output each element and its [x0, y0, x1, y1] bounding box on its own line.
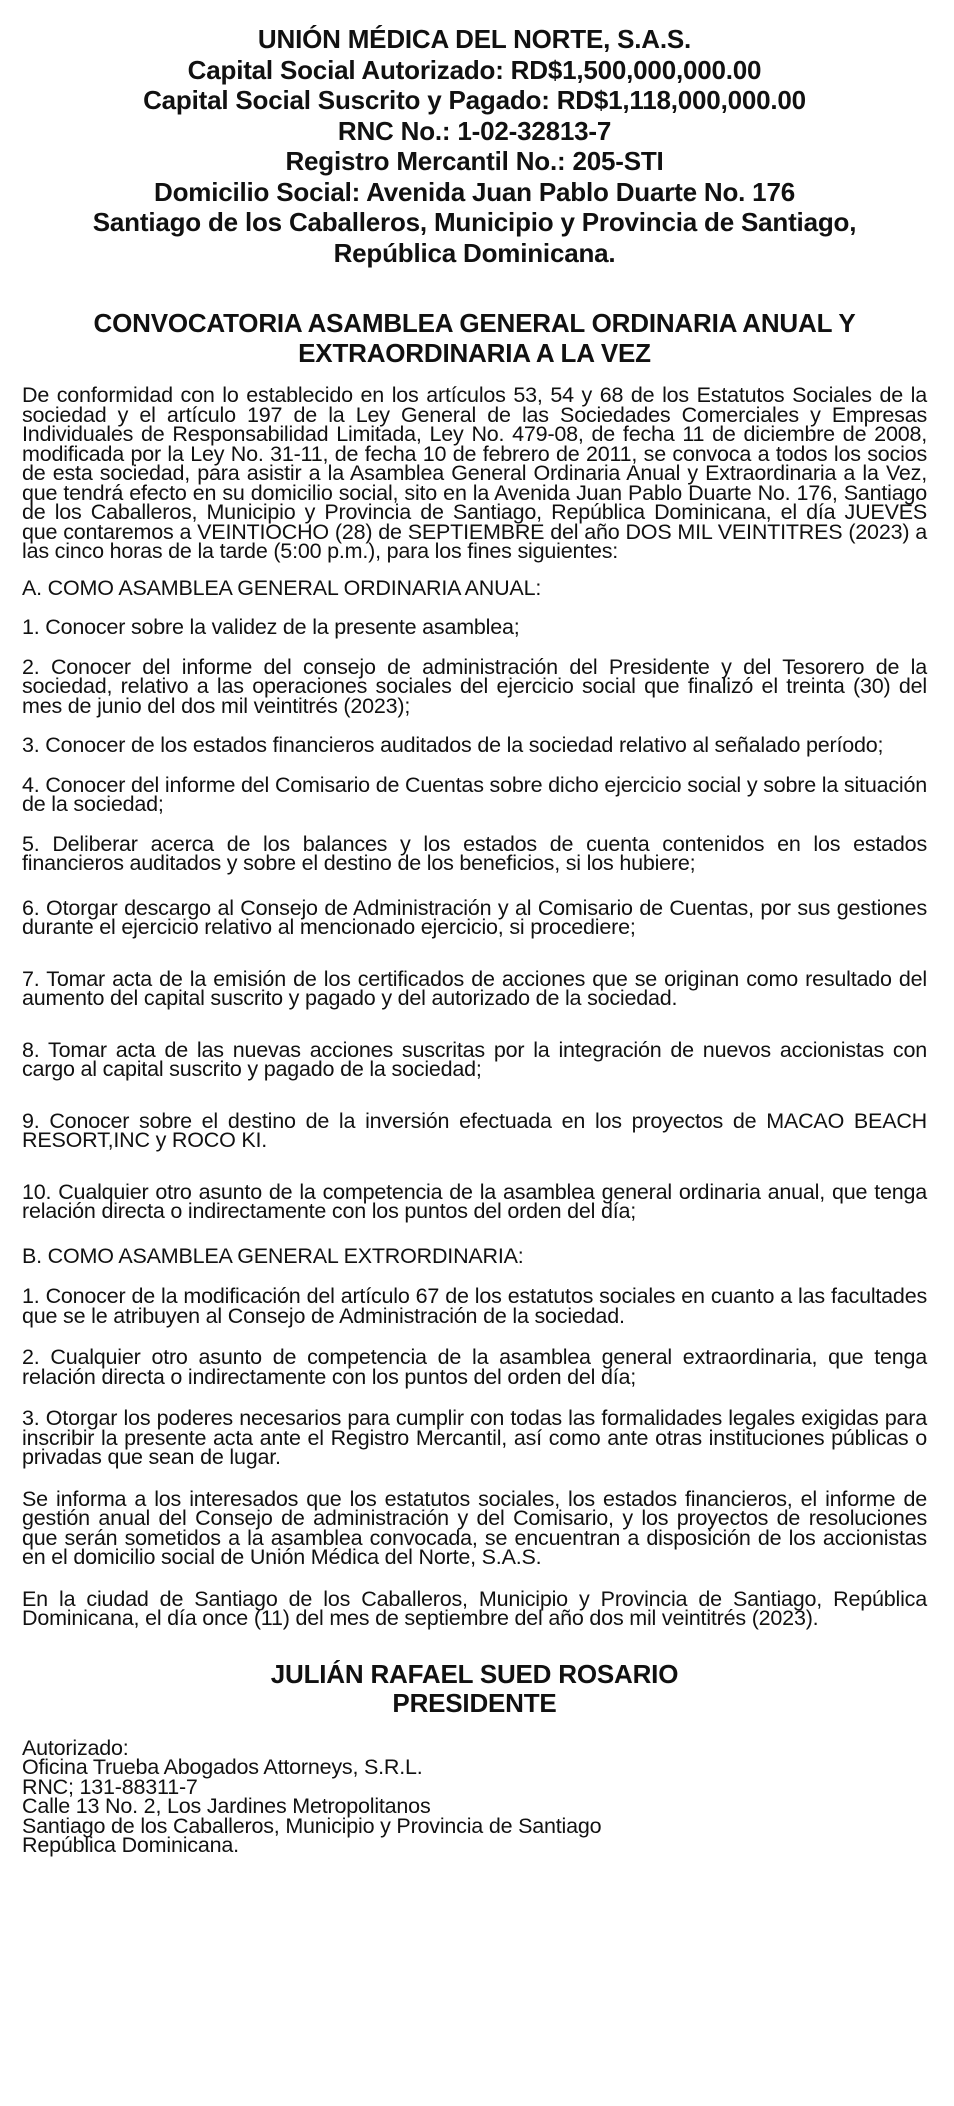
signature-block — [22, 1660, 927, 1718]
section-a-item: 7. Tomar acta de la emisión de los certificados de acciones que se originan como resultado del aumento del capital suscrito y pagado y del autorizado de la sociedad. — [22, 966, 927, 1010]
section-a-item: 8. Tomar acta de las nuevas acciones suscritas por la integración de nuevos accionistas con cargo al capital suscrito y pagado de la sociedad; — [22, 1037, 927, 1081]
section-a-item: 10. Cualquier otro asunto de la competencia de la asamblea general ordinaria anual, que tenga relación directa o indirectamente con los puntos del orden del día; — [22, 1179, 927, 1223]
authorized-firm: Oficina Trueba Abogados Attorneys, S.R.L. — [22, 1755, 423, 1779]
closing-paragraph: En la ciudad de Santiago de los Caballeros, Municipio y Provincia de Santiago, República Dominicana, el día once (11) del mes de septiembre del año dos mil veintitrés (2023). — [22, 1586, 927, 1630]
section-a-item: 3. Conocer de los estados financieros auditados de la sociedad relativo al señalado período; — [22, 733, 884, 757]
authorized-country: República Dominicana. — [22, 1833, 239, 1857]
section-a-item: 4. Conocer del informe del Comisario de Cuentas sobre dicho ejercicio social y sobre la situación de la sociedad; — [22, 772, 927, 816]
section-a-item: 6. Otorgar descargo al Consejo de Administración y al Comisario de Cuentas, por sus gestiones durante el ejercicio relativo al mencionado ejercicio, si procediere; — [22, 895, 927, 939]
section-b-heading: B. COMO ASAMBLEA GENERAL EXTRORDINARIA: — [22, 1243, 524, 1268]
section-a-heading: A. COMO ASAMBLEA GENERAL ORDINARIA ANUAL: — [22, 575, 542, 600]
authorized-rnc: RNC; 131-88311-7 — [22, 1774, 198, 1799]
section-a-item: 1. Conocer sobre la validez de la presente asamblea; — [22, 615, 520, 639]
intro-paragraph: De conformidad con lo establecido en los artículos 53, 54 y 68 de los Estatutos Sociales de la sociedad y el artículo 197 de la Ley General de las Sociedades Comerciales y Empresas Individuales de Responsabilidad Limitada, Ley No. 479-08, de fecha 11 de diciembre de 2008, modificada por la Ley No. 31-11, de fecha 10 de febrero de 2011, se convoca a todos los socios de esta sociedad, para asistir a la Asamblea General Ordinaria Anual y Extraordinaria a la Vez, que tendrá efecto en su domicilio social, sito en la Avenida Juan Pablo Duarte No. 176, Santiago de los Caballeros, Municipio y Provincia de Santiago, República Dominicana, el día JUEVES que contaremos a VEINTIOCHO (28) de SEPTIEMBRE del año DOS MIL VEINTITRES (2023) a las cinco horas de la tarde (5:00 p.m.), para los fines siguientes: — [22, 383, 927, 563]
info-paragraph: Se informa a los interesados que los estatutos sociales, los estados financieros, el informe de gestión anual del Consejo de administración y del Comisario, y los proyectos de resoluciones que serán sometidos a la asamblea convocada, se encuentran a disposición de los accionistas en el domicilio social de Unión Médica del Norte, S.A.S. — [22, 1486, 927, 1569]
notice-title — [22, 308, 927, 368]
section-b-item: 3. Otorgar los poderes necesarios para cumplir con todas las formalidades legales exigidas para inscribir la presente acta ante el Registro Mercantil, así como ante otras instituciones públicas o privadas que sean de lugar. — [22, 1406, 927, 1469]
registro-mercantil: Registro Mercantil No.: 205-STI — [285, 146, 664, 176]
rnc-number: RNC No.: 1-02-32813-7 — [337, 115, 612, 146]
capital-paid: Capital Social Suscrito y Pagado: RD$1,118,000,000.00 — [143, 85, 806, 115]
section-b-item: 1. Conocer de la modificación del artículo 67 de los estatutos sociales en cuanto a las facultades que se le atribuyen al Consejo de Administración de la sociedad. — [22, 1284, 927, 1328]
signatory-role: PRESIDENTE — [392, 1687, 557, 1718]
title-line-2: EXTRAORDINARIA A LA VEZ — [298, 338, 651, 368]
company-country: República Dominicana. — [333, 237, 616, 268]
authorized-city: Santiago de los Caballeros, Municipio y Provincia de Santiago — [22, 1813, 602, 1838]
section-a-item: 2. Conocer del informe del consejo de administración del Presidente y del Tesorero de la sociedad, relativo a las operaciones sociales del ejercicio social que finalizó el treinta (30) del mes de junio del dos mil veintitrés (2023); — [22, 654, 927, 718]
company-name: UNIÓN MÉDICA DEL NORTE, S.A.S. — [257, 24, 692, 54]
section-a-item: 9. Conocer sobre el destino de la inversión efectuada en los proyectos de MACAO BEACH RESORT,INC y ROCO KI. — [22, 1108, 927, 1152]
notice-body — [22, 383, 927, 1630]
company-city: Santiago de los Caballeros, Municipio y Provincia de Santiago, — [92, 207, 857, 237]
domicilio-social: Domicilio Social: Avenida Juan Pablo Duarte No. 176 — [154, 176, 795, 207]
section-b-item: 2. Cualquier otro asunto de competencia de la asamblea general extraordinaria, que tenga relación directa o indirectamente con los puntos del orden del día; — [22, 1345, 927, 1389]
authorized-address: Calle 13 No. 2, Los Jardines Metropolitanos — [22, 1794, 431, 1818]
authorized-label: Autorizado: — [22, 1735, 129, 1760]
section-a-item: 5. Deliberar acerca de los balances y los estados de cuenta contenidos en los estados financieros auditados y sobre el destino de los beneficios, si los hubiere; — [22, 831, 927, 875]
title-line-1: CONVOCATORIA ASAMBLEA GENERAL ORDINARIA ANUAL Y — [93, 308, 856, 338]
signatory-name: JULIÁN RAFAEL SUED ROSARIO — [270, 1658, 679, 1689]
capital-authorized: Capital Social Autorizado: RD$1,500,000,000.00 — [187, 54, 762, 85]
authorized-block — [22, 1735, 927, 1857]
company-header — [22, 24, 927, 268]
